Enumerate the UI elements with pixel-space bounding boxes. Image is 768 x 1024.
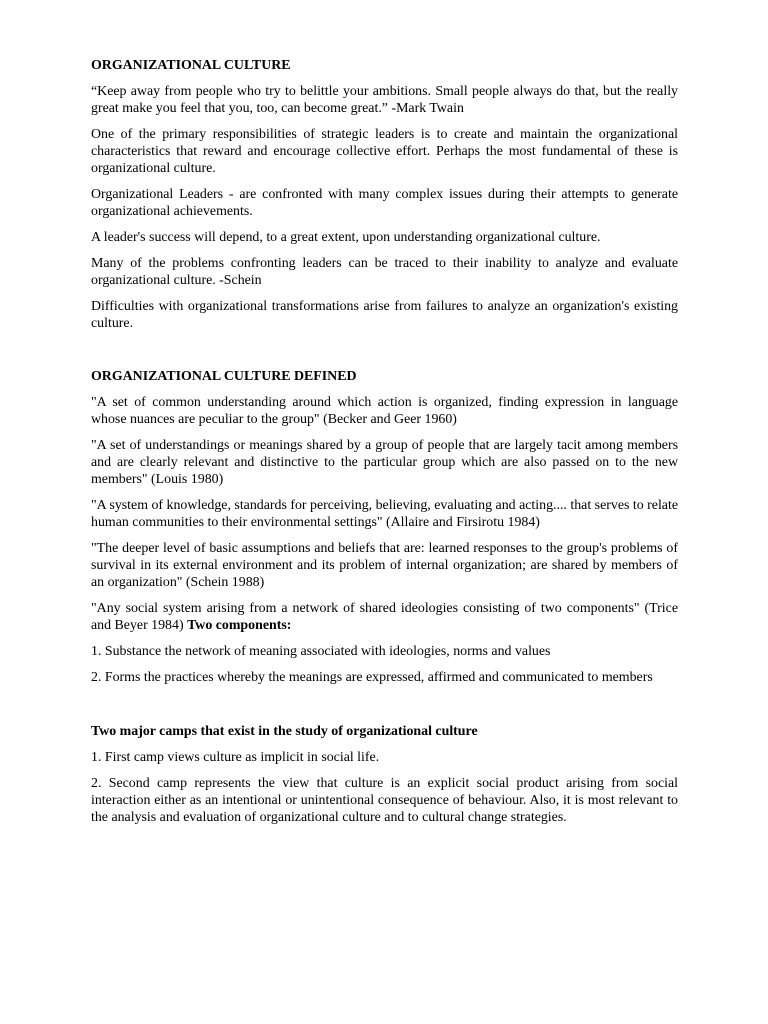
paragraph-strategic-leaders: One of the primary responsibilities of strategic leaders is to create and maintain the organizational characteristics that reward and encourage collective effort. Perhaps the most fundamental of these is organizational culture. [91,127,678,176]
list-item-forms: 2. Forms the practices whereby the meanings are expressed, affirmed and communicated to members [91,670,653,685]
camp-first: 1. First camp views culture as implicit in social life. [91,750,380,765]
definition-trice-beyer [91,600,678,634]
definition-louis: "A set of understandings or meanings shared by a group of people that are largely tacit among members and are clearly relevant and distinctive to the particular group which are also passed on to the new members" (Louis 1980) [91,438,678,487]
trice-beyer-text: "Any social system arising from a network of shared ideologies consisting of two components" (Trice and Beyer 1984) [91,601,678,633]
paragraph-schein-problems: Many of the problems confronting leaders can be traced to their inability to analyze and evaluate organizational culture. -Schein [91,256,678,288]
section-heading-culture-defined: ORGANIZATIONAL CULTURE DEFINED [91,369,357,384]
camp-second: 2. Second camp represents the view that culture is an explicit social product arising from social interaction either as an intentional or unintentional consequence of behaviour. Also, it is most relevant to the analysis and evaluation of organizational culture and to cultural change strategies. [91,776,678,825]
quote-mark-twain: “Keep away from people who try to belittle your ambitions. Small people always do that, but the really great make you feel that you, too, can become great.” -Mark Twain [91,84,678,116]
section-heading-two-camps: Two major camps that exist in the study of organizational culture [91,724,478,739]
list-item-substance: 1. Substance the network of meaning associated with ideologies, norms and values [91,644,551,659]
definition-schein: "The deeper level of basic assumptions and beliefs that are: learned responses to the group's problems of survival in its external environment and its problem of internal organization; are shared by members of an organization" (Schein 1988) [91,541,678,590]
definition-allaire-firsirotu: "A system of knowledge, standards for perceiving, believing, evaluating and acting.... that serves to relate human communities to their environmental settings" (Allaire and Firsirotu 1984) [91,498,678,530]
paragraph-transformations: Difficulties with organizational transformations arise from failures to analyze an organization's existing culture. [91,299,678,331]
paragraph-leader-success: A leader's success will depend, to a great extent, upon understanding organizational culture. [91,230,601,245]
two-components-label: Two components: [187,618,292,633]
document-page [91,57,678,835]
section-heading-organizational-culture: ORGANIZATIONAL CULTURE [91,58,291,73]
paragraph-organizational-leaders: Organizational Leaders - are confronted with many complex issues during their attempts to generate organizational achievements. [91,187,678,219]
definition-becker-geer: "A set of common understanding around which action is organized, finding expression in language whose nuances are peculiar to the group" (Becker and Geer 1960) [91,395,678,427]
